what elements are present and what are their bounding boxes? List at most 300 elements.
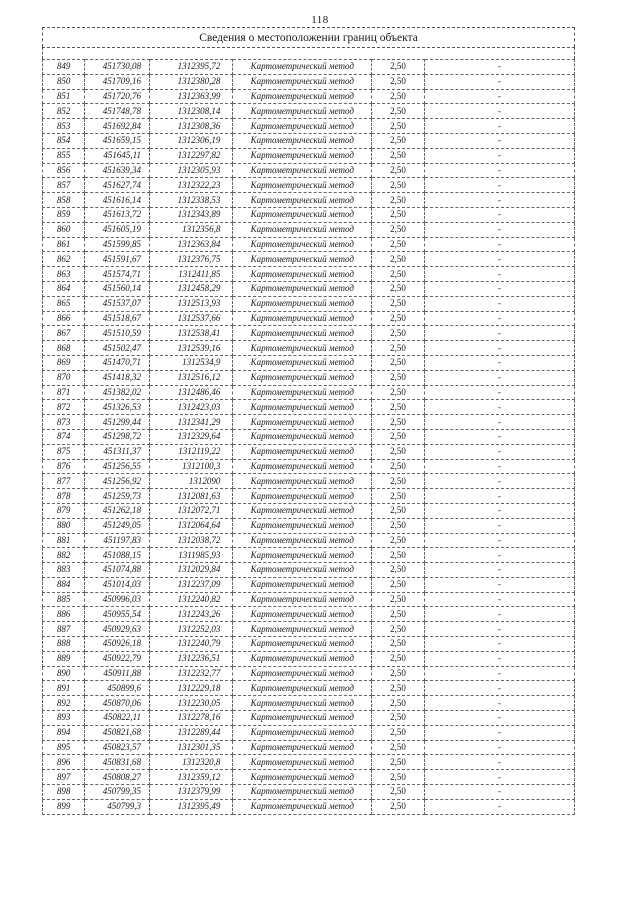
point-number-cell: 893 bbox=[43, 711, 85, 726]
description-cell: - bbox=[424, 651, 574, 666]
table-row bbox=[43, 133, 575, 148]
x-coordinate-cell: 451470,71 bbox=[85, 355, 150, 370]
precision-cell: 2,50 bbox=[372, 178, 424, 193]
precision-cell: 2,50 bbox=[372, 533, 424, 548]
y-coordinate-cell: 1312072,71 bbox=[150, 503, 233, 518]
y-coordinate-cell: 1312395,49 bbox=[150, 799, 233, 814]
y-coordinate-cell: 1312232,77 bbox=[150, 666, 233, 681]
x-coordinate-cell: 451256,55 bbox=[85, 459, 150, 474]
point-number-cell: 889 bbox=[43, 651, 85, 666]
x-coordinate-cell: 451197,83 bbox=[85, 533, 150, 548]
y-coordinate-cell: 1312458,29 bbox=[150, 281, 233, 296]
x-coordinate-cell: 451074,88 bbox=[85, 563, 150, 578]
table-row bbox=[43, 429, 575, 444]
precision-cell: 2,50 bbox=[372, 133, 424, 148]
precision-cell: 2,50 bbox=[372, 666, 424, 681]
table-row bbox=[43, 355, 575, 370]
method-cell: Картометрический метод bbox=[233, 592, 372, 607]
description-cell: - bbox=[424, 355, 574, 370]
y-coordinate-cell: 1312230,05 bbox=[150, 696, 233, 711]
point-number-cell: 865 bbox=[43, 296, 85, 311]
table-row bbox=[43, 681, 575, 696]
precision-cell: 2,50 bbox=[372, 60, 424, 75]
y-coordinate-cell: 1312240,79 bbox=[150, 637, 233, 652]
point-number-cell: 891 bbox=[43, 681, 85, 696]
x-coordinate-cell: 451311,37 bbox=[85, 444, 150, 459]
table-row bbox=[43, 770, 575, 785]
precision-cell: 2,50 bbox=[372, 577, 424, 592]
point-number-cell: 855 bbox=[43, 148, 85, 163]
point-number-cell: 856 bbox=[43, 163, 85, 178]
point-number-cell: 879 bbox=[43, 503, 85, 518]
precision-cell: 2,50 bbox=[372, 252, 424, 267]
precision-cell: 2,50 bbox=[372, 651, 424, 666]
precision-cell: 2,50 bbox=[372, 237, 424, 252]
x-coordinate-cell: 451692,84 bbox=[85, 119, 150, 134]
method-cell: Картометрический метод bbox=[233, 415, 372, 430]
y-coordinate-cell: 1312343,89 bbox=[150, 207, 233, 222]
point-number-cell: 876 bbox=[43, 459, 85, 474]
table-row bbox=[43, 725, 575, 740]
description-cell: - bbox=[424, 770, 574, 785]
table-row bbox=[43, 326, 575, 341]
point-number-cell: 860 bbox=[43, 222, 85, 237]
page-number: 118 bbox=[311, 14, 329, 26]
table-row bbox=[43, 415, 575, 430]
x-coordinate-cell: 451560,14 bbox=[85, 281, 150, 296]
method-cell: Картометрический метод bbox=[233, 355, 372, 370]
method-cell: Картометрический метод bbox=[233, 799, 372, 814]
point-number-cell: 899 bbox=[43, 799, 85, 814]
description-cell: - bbox=[424, 607, 574, 622]
precision-cell: 2,50 bbox=[372, 385, 424, 400]
point-number-cell: 851 bbox=[43, 89, 85, 104]
method-cell: Картометрический метод bbox=[233, 104, 372, 119]
description-cell: - bbox=[424, 548, 574, 563]
description-cell: - bbox=[424, 133, 574, 148]
method-cell: Картометрический метод bbox=[233, 681, 372, 696]
table-row bbox=[43, 651, 575, 666]
x-coordinate-cell: 451256,92 bbox=[85, 474, 150, 489]
table-row bbox=[43, 60, 575, 75]
point-number-cell: 897 bbox=[43, 770, 85, 785]
table-row bbox=[43, 489, 575, 504]
y-coordinate-cell: 1312341,29 bbox=[150, 415, 233, 430]
x-coordinate-cell: 450955,54 bbox=[85, 607, 150, 622]
point-number-cell: 877 bbox=[43, 474, 85, 489]
x-coordinate-cell: 451605,19 bbox=[85, 222, 150, 237]
precision-cell: 2,50 bbox=[372, 459, 424, 474]
description-cell: - bbox=[424, 518, 574, 533]
description-cell: - bbox=[424, 385, 574, 400]
precision-cell: 2,50 bbox=[372, 429, 424, 444]
precision-cell: 2,50 bbox=[372, 193, 424, 208]
y-coordinate-cell: 1312301,35 bbox=[150, 740, 233, 755]
y-coordinate-cell: 1312305,93 bbox=[150, 163, 233, 178]
description-cell: - bbox=[424, 592, 574, 607]
precision-cell: 2,50 bbox=[372, 222, 424, 237]
y-coordinate-cell: 1312538,41 bbox=[150, 326, 233, 341]
precision-cell: 2,50 bbox=[372, 415, 424, 430]
y-coordinate-cell: 1312537,66 bbox=[150, 311, 233, 326]
point-number-cell: 878 bbox=[43, 489, 85, 504]
point-number-cell: 858 bbox=[43, 193, 85, 208]
y-coordinate-cell: 1312064,64 bbox=[150, 518, 233, 533]
table-row bbox=[43, 622, 575, 637]
table-row bbox=[43, 799, 575, 814]
y-coordinate-cell: 1312363,84 bbox=[150, 237, 233, 252]
method-cell: Картометрический метод bbox=[233, 222, 372, 237]
table-row bbox=[43, 740, 575, 755]
point-number-cell: 898 bbox=[43, 785, 85, 800]
method-cell: Картометрический метод bbox=[233, 60, 372, 75]
method-cell: Картометрический метод bbox=[233, 267, 372, 282]
x-coordinate-cell: 451613,72 bbox=[85, 207, 150, 222]
method-cell: Картометрический метод bbox=[233, 696, 372, 711]
y-coordinate-cell: 1312338,53 bbox=[150, 193, 233, 208]
table-row bbox=[43, 755, 575, 770]
x-coordinate-cell: 451645,11 bbox=[85, 148, 150, 163]
precision-cell: 2,50 bbox=[372, 326, 424, 341]
table-row bbox=[43, 296, 575, 311]
x-coordinate-cell: 450822,11 bbox=[85, 711, 150, 726]
precision-cell: 2,50 bbox=[372, 503, 424, 518]
description-cell: - bbox=[424, 474, 574, 489]
x-coordinate-cell: 451382,02 bbox=[85, 385, 150, 400]
description-cell: - bbox=[424, 563, 574, 578]
precision-cell: 2,50 bbox=[372, 89, 424, 104]
precision-cell: 2,50 bbox=[372, 681, 424, 696]
table-row bbox=[43, 785, 575, 800]
precision-cell: 2,50 bbox=[372, 281, 424, 296]
x-coordinate-cell: 451518,67 bbox=[85, 311, 150, 326]
method-cell: Картометрический метод bbox=[233, 163, 372, 178]
y-coordinate-cell: 1312320,8 bbox=[150, 755, 233, 770]
x-coordinate-cell: 451326,53 bbox=[85, 400, 150, 415]
description-cell: - bbox=[424, 193, 574, 208]
table-row bbox=[43, 148, 575, 163]
table-row bbox=[43, 163, 575, 178]
y-coordinate-cell: 1312289,44 bbox=[150, 725, 233, 740]
point-number-cell: 885 bbox=[43, 592, 85, 607]
x-coordinate-cell: 450899,6 bbox=[85, 681, 150, 696]
precision-cell: 2,50 bbox=[372, 607, 424, 622]
table-row bbox=[43, 341, 575, 356]
description-cell: - bbox=[424, 415, 574, 430]
description-cell: - bbox=[424, 341, 574, 356]
method-cell: Картометрический метод bbox=[233, 444, 372, 459]
precision-cell: 2,50 bbox=[372, 267, 424, 282]
x-coordinate-cell: 451259,73 bbox=[85, 489, 150, 504]
point-number-cell: 875 bbox=[43, 444, 85, 459]
method-cell: Картометрический метод bbox=[233, 296, 372, 311]
method-cell: Картометрический метод bbox=[233, 770, 372, 785]
method-cell: Картометрический метод bbox=[233, 637, 372, 652]
y-coordinate-cell: 1312322,23 bbox=[150, 178, 233, 193]
table-row bbox=[43, 252, 575, 267]
method-cell: Картометрический метод bbox=[233, 207, 372, 222]
precision-cell: 2,50 bbox=[372, 799, 424, 814]
table-row bbox=[43, 503, 575, 518]
x-coordinate-cell: 451502,47 bbox=[85, 341, 150, 356]
method-cell: Картометрический метод bbox=[233, 740, 372, 755]
precision-cell: 2,50 bbox=[372, 489, 424, 504]
description-cell: - bbox=[424, 237, 574, 252]
method-cell: Картометрический метод bbox=[233, 281, 372, 296]
x-coordinate-cell: 450831,68 bbox=[85, 755, 150, 770]
precision-cell: 2,50 bbox=[372, 355, 424, 370]
precision-cell: 2,50 bbox=[372, 119, 424, 134]
table-row bbox=[43, 400, 575, 415]
x-coordinate-cell: 451659,15 bbox=[85, 133, 150, 148]
y-coordinate-cell: 1312423,03 bbox=[150, 400, 233, 415]
method-cell: Картометрический метод bbox=[233, 503, 372, 518]
method-cell: Картометрический метод bbox=[233, 459, 372, 474]
x-coordinate-cell: 450808,27 bbox=[85, 770, 150, 785]
description-cell: - bbox=[424, 799, 574, 814]
description-cell: - bbox=[424, 577, 574, 592]
y-coordinate-cell: 1312306,19 bbox=[150, 133, 233, 148]
precision-cell: 2,50 bbox=[372, 725, 424, 740]
method-cell: Картометрический метод bbox=[233, 385, 372, 400]
method-cell: Картометрический метод bbox=[233, 548, 372, 563]
point-number-cell: 873 bbox=[43, 415, 85, 430]
description-cell: - bbox=[424, 296, 574, 311]
x-coordinate-cell: 451627,74 bbox=[85, 178, 150, 193]
point-number-cell: 894 bbox=[43, 725, 85, 740]
y-coordinate-cell: 1311985,93 bbox=[150, 548, 233, 563]
x-coordinate-cell: 451262,18 bbox=[85, 503, 150, 518]
method-cell: Картометрический метод bbox=[233, 119, 372, 134]
method-cell: Картометрический метод bbox=[233, 563, 372, 578]
description-cell: - bbox=[424, 489, 574, 504]
description-cell: - bbox=[424, 637, 574, 652]
point-number-cell: 852 bbox=[43, 104, 85, 119]
point-number-cell: 874 bbox=[43, 429, 85, 444]
point-number-cell: 853 bbox=[43, 119, 85, 134]
point-number-cell: 888 bbox=[43, 637, 85, 652]
x-coordinate-cell: 451299,44 bbox=[85, 415, 150, 430]
y-coordinate-cell: 1312516,12 bbox=[150, 370, 233, 385]
y-coordinate-cell: 1312308,14 bbox=[150, 104, 233, 119]
point-number-cell: 866 bbox=[43, 311, 85, 326]
precision-cell: 2,50 bbox=[372, 148, 424, 163]
y-coordinate-cell: 1312539,16 bbox=[150, 341, 233, 356]
method-cell: Картометрический метод bbox=[233, 133, 372, 148]
precision-cell: 2,50 bbox=[372, 296, 424, 311]
point-number-cell: 870 bbox=[43, 370, 85, 385]
precision-cell: 2,50 bbox=[372, 548, 424, 563]
description-cell: - bbox=[424, 252, 574, 267]
x-coordinate-cell: 451418,32 bbox=[85, 370, 150, 385]
point-number-cell: 850 bbox=[43, 74, 85, 89]
y-coordinate-cell: 1312029,84 bbox=[150, 563, 233, 578]
y-coordinate-cell: 1312243,26 bbox=[150, 607, 233, 622]
method-cell: Картометрический метод bbox=[233, 252, 372, 267]
point-number-cell: 882 bbox=[43, 548, 85, 563]
y-coordinate-cell: 1312278,16 bbox=[150, 711, 233, 726]
coordinates-table-body bbox=[43, 60, 575, 815]
x-coordinate-cell: 451639,34 bbox=[85, 163, 150, 178]
method-cell: Картометрический метод bbox=[233, 400, 372, 415]
table-row bbox=[43, 533, 575, 548]
point-number-cell: 896 bbox=[43, 755, 85, 770]
precision-cell: 2,50 bbox=[372, 163, 424, 178]
description-cell: - bbox=[424, 444, 574, 459]
description-cell: - bbox=[424, 429, 574, 444]
table-row bbox=[43, 548, 575, 563]
description-cell: - bbox=[424, 74, 574, 89]
precision-cell: 2,50 bbox=[372, 696, 424, 711]
description-cell: - bbox=[424, 119, 574, 134]
x-coordinate-cell: 450799,3 bbox=[85, 799, 150, 814]
point-number-cell: 886 bbox=[43, 607, 85, 622]
coordinates-table bbox=[42, 59, 575, 815]
x-coordinate-cell: 451709,16 bbox=[85, 74, 150, 89]
table-row bbox=[43, 592, 575, 607]
description-cell: - bbox=[424, 503, 574, 518]
table-row bbox=[43, 637, 575, 652]
table-row bbox=[43, 207, 575, 222]
method-cell: Картометрический метод bbox=[233, 341, 372, 356]
point-number-cell: 854 bbox=[43, 133, 85, 148]
y-coordinate-cell: 1312100,3 bbox=[150, 459, 233, 474]
precision-cell: 2,50 bbox=[372, 740, 424, 755]
description-cell: - bbox=[424, 163, 574, 178]
table-row bbox=[43, 74, 575, 89]
precision-cell: 2,50 bbox=[372, 370, 424, 385]
description-cell: - bbox=[424, 60, 574, 75]
description-cell: - bbox=[424, 711, 574, 726]
point-number-cell: 849 bbox=[43, 60, 85, 75]
x-coordinate-cell: 451088,15 bbox=[85, 548, 150, 563]
description-cell: - bbox=[424, 326, 574, 341]
y-coordinate-cell: 1312119,22 bbox=[150, 444, 233, 459]
point-number-cell: 881 bbox=[43, 533, 85, 548]
precision-cell: 2,50 bbox=[372, 207, 424, 222]
table-row bbox=[43, 104, 575, 119]
method-cell: Картометрический метод bbox=[233, 725, 372, 740]
table-row bbox=[43, 281, 575, 296]
table-row bbox=[43, 222, 575, 237]
precision-cell: 2,50 bbox=[372, 104, 424, 119]
table-row bbox=[43, 178, 575, 193]
point-number-cell: 869 bbox=[43, 355, 85, 370]
precision-cell: 2,50 bbox=[372, 400, 424, 415]
precision-cell: 2,50 bbox=[372, 563, 424, 578]
table-row bbox=[43, 607, 575, 622]
point-number-cell: 864 bbox=[43, 281, 85, 296]
y-coordinate-cell: 1312534,9 bbox=[150, 355, 233, 370]
method-cell: Картометрический метод bbox=[233, 651, 372, 666]
table-row bbox=[43, 474, 575, 489]
method-cell: Картометрический метод bbox=[233, 785, 372, 800]
x-coordinate-cell: 450799,35 bbox=[85, 785, 150, 800]
table-row bbox=[43, 267, 575, 282]
table-row bbox=[43, 518, 575, 533]
table-row bbox=[43, 311, 575, 326]
y-coordinate-cell: 1312090 bbox=[150, 474, 233, 489]
y-coordinate-cell: 1312380,28 bbox=[150, 74, 233, 89]
precision-cell: 2,50 bbox=[372, 637, 424, 652]
method-cell: Картометрический метод bbox=[233, 622, 372, 637]
point-number-cell: 880 bbox=[43, 518, 85, 533]
precision-cell: 2,50 bbox=[372, 74, 424, 89]
description-cell: - bbox=[424, 681, 574, 696]
method-cell: Картометрический метод bbox=[233, 518, 372, 533]
y-coordinate-cell: 1312376,75 bbox=[150, 252, 233, 267]
description-cell: - bbox=[424, 222, 574, 237]
y-coordinate-cell: 1312395,72 bbox=[150, 60, 233, 75]
description-cell: - bbox=[424, 178, 574, 193]
point-number-cell: 867 bbox=[43, 326, 85, 341]
table-row bbox=[43, 119, 575, 134]
point-number-cell: 861 bbox=[43, 237, 85, 252]
y-coordinate-cell: 1312038,72 bbox=[150, 533, 233, 548]
description-cell: - bbox=[424, 267, 574, 282]
method-cell: Картометрический метод bbox=[233, 533, 372, 548]
y-coordinate-cell: 1312297,82 bbox=[150, 148, 233, 163]
x-coordinate-cell: 451574,71 bbox=[85, 267, 150, 282]
y-coordinate-cell: 1312237,09 bbox=[150, 577, 233, 592]
method-cell: Картометрический метод bbox=[233, 193, 372, 208]
point-number-cell: 884 bbox=[43, 577, 85, 592]
method-cell: Картометрический метод bbox=[233, 666, 372, 681]
description-cell: - bbox=[424, 89, 574, 104]
description-cell: - bbox=[424, 281, 574, 296]
method-cell: Картометрический метод bbox=[233, 74, 372, 89]
y-coordinate-cell: 1312359,12 bbox=[150, 770, 233, 785]
method-cell: Картометрический метод bbox=[233, 326, 372, 341]
table-row bbox=[43, 696, 575, 711]
description-cell: - bbox=[424, 459, 574, 474]
precision-cell: 2,50 bbox=[372, 711, 424, 726]
y-coordinate-cell: 1312308,36 bbox=[150, 119, 233, 134]
x-coordinate-cell: 451537,07 bbox=[85, 296, 150, 311]
x-coordinate-cell: 451730,08 bbox=[85, 60, 150, 75]
precision-cell: 2,50 bbox=[372, 622, 424, 637]
x-coordinate-cell: 450823,57 bbox=[85, 740, 150, 755]
document-frame bbox=[42, 27, 575, 815]
y-coordinate-cell: 1312252,03 bbox=[150, 622, 233, 637]
table-row bbox=[43, 577, 575, 592]
description-cell: - bbox=[424, 696, 574, 711]
x-coordinate-cell: 451298,72 bbox=[85, 429, 150, 444]
table-row bbox=[43, 89, 575, 104]
description-cell: - bbox=[424, 666, 574, 681]
point-number-cell: 890 bbox=[43, 666, 85, 681]
precision-cell: 2,50 bbox=[372, 518, 424, 533]
point-number-cell: 872 bbox=[43, 400, 85, 415]
x-coordinate-cell: 450870,06 bbox=[85, 696, 150, 711]
precision-cell: 2,50 bbox=[372, 311, 424, 326]
precision-cell: 2,50 bbox=[372, 785, 424, 800]
method-cell: Картометрический метод bbox=[233, 577, 372, 592]
table-row bbox=[43, 563, 575, 578]
y-coordinate-cell: 1312081,63 bbox=[150, 489, 233, 504]
x-coordinate-cell: 450911,88 bbox=[85, 666, 150, 681]
description-cell: - bbox=[424, 311, 574, 326]
description-cell: - bbox=[424, 622, 574, 637]
method-cell: Картометрический метод bbox=[233, 489, 372, 504]
point-number-cell: 863 bbox=[43, 267, 85, 282]
x-coordinate-cell: 450929,63 bbox=[85, 622, 150, 637]
x-coordinate-cell: 451591,67 bbox=[85, 252, 150, 267]
method-cell: Картометрический метод bbox=[233, 755, 372, 770]
table-row bbox=[43, 666, 575, 681]
point-number-cell: 883 bbox=[43, 563, 85, 578]
x-coordinate-cell: 451599,85 bbox=[85, 237, 150, 252]
